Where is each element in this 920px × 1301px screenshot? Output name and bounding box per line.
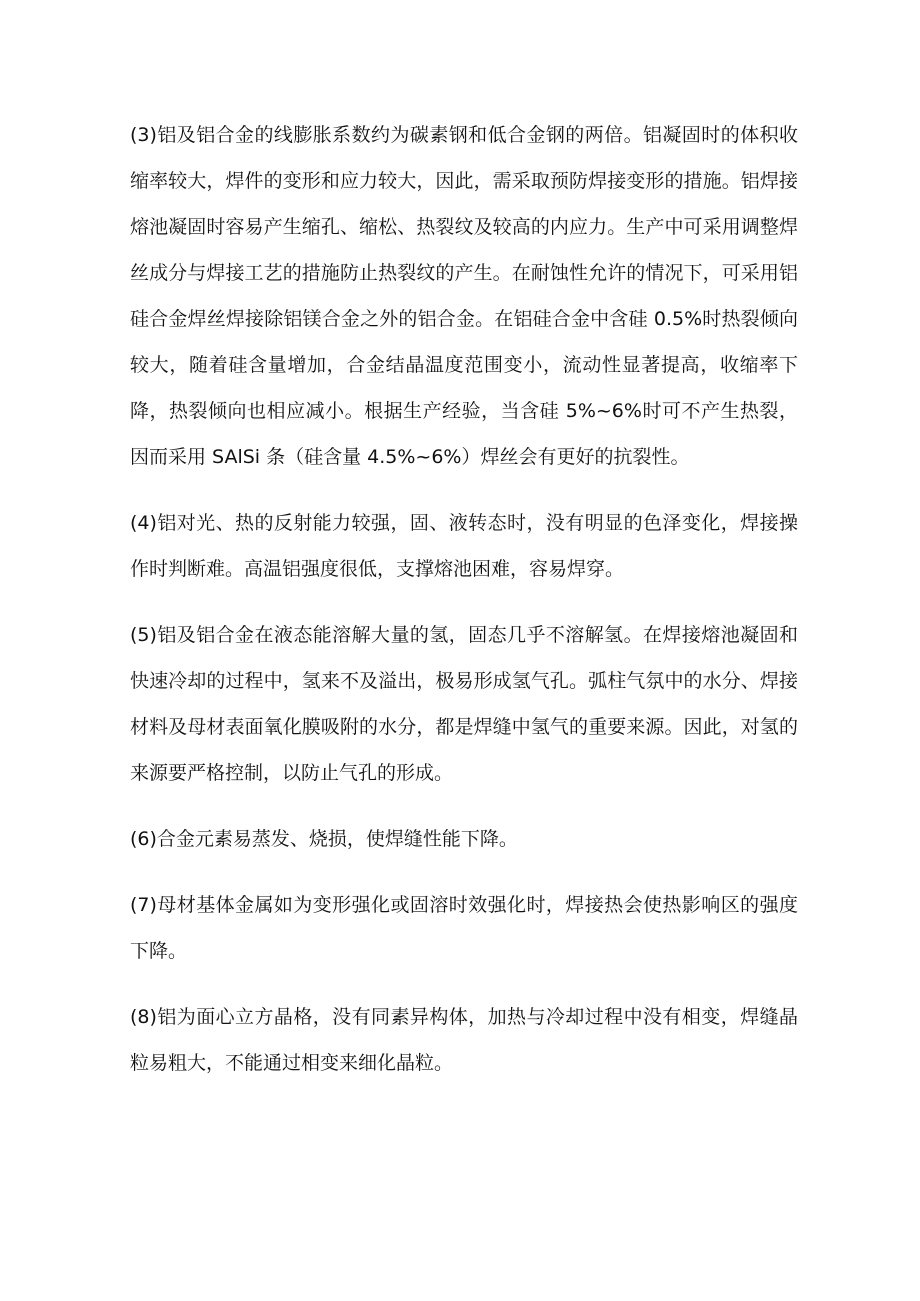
paragraph-4: (4)铝对光、热的反射能力较强，固、液转态时，没有明显的色泽变化，焊接操作时判断难。高温铝强度很低，支撑熔池困难，容易焊穿。 <box>130 512 798 580</box>
paragraph-8: (8)铝为面心立方晶格，没有同素异构体，加热与冷却过程中没有相变，焊缝晶粒易粗大，不能通过相变来细化晶粒。 <box>130 1006 798 1074</box>
paragraph-5: (5)铝及铝合金在液态能溶解大量的氢，固态几乎不溶解氢。在焊接熔池凝固和快速冷却的过程中，氢来不及溢出，极易形成氢气孔。弧柱气氛中的水分、焊接材料及母材表面氧化膜吸附的水分，都是焊缝中氢气的重要来源。因此，对氢的来源要严格控制，以防止气孔的形成。 <box>130 624 798 784</box>
paragraph-6: (6)合金元素易蒸发、烧损，使焊缝性能下降。 <box>130 828 518 850</box>
paragraph-7: (7)母材基体金属如为变形强化或固溶时效强化时，焊接热会使热影响区的强度下降。 <box>130 894 798 962</box>
paragraph-3: (3)铝及铝合金的线膨胀系数约为碳素钢和低合金钢的两倍。铝凝固时的体积收缩率较大，焊件的变形和应力较大，因此，需采取预防焊接变形的措施。铝焊接熔池凝固时容易产生缩孔、缩松、热裂纹及较高的内应力。生产中可采用调整焊丝成分与焊接工艺的措施防止热裂纹的产生。在耐蚀性允许的情况下，可采用铝硅合金焊丝焊接除铝镁合金之外的铝合金。在铝硅合金中含硅 0.5%时热裂倾向较大，随着硅含量增加，合金结晶温度范围变小，流动性显著提高，收缩率下降，热裂倾向也相应减小。根据生产经验，当含硅 5%~6%时可不产生热裂，因而采用 SAlSi 条（硅含量 4.5%~6%）焊丝会有更好的抗裂性。 <box>130 124 798 468</box>
document-body <box>130 112 798 1106</box>
